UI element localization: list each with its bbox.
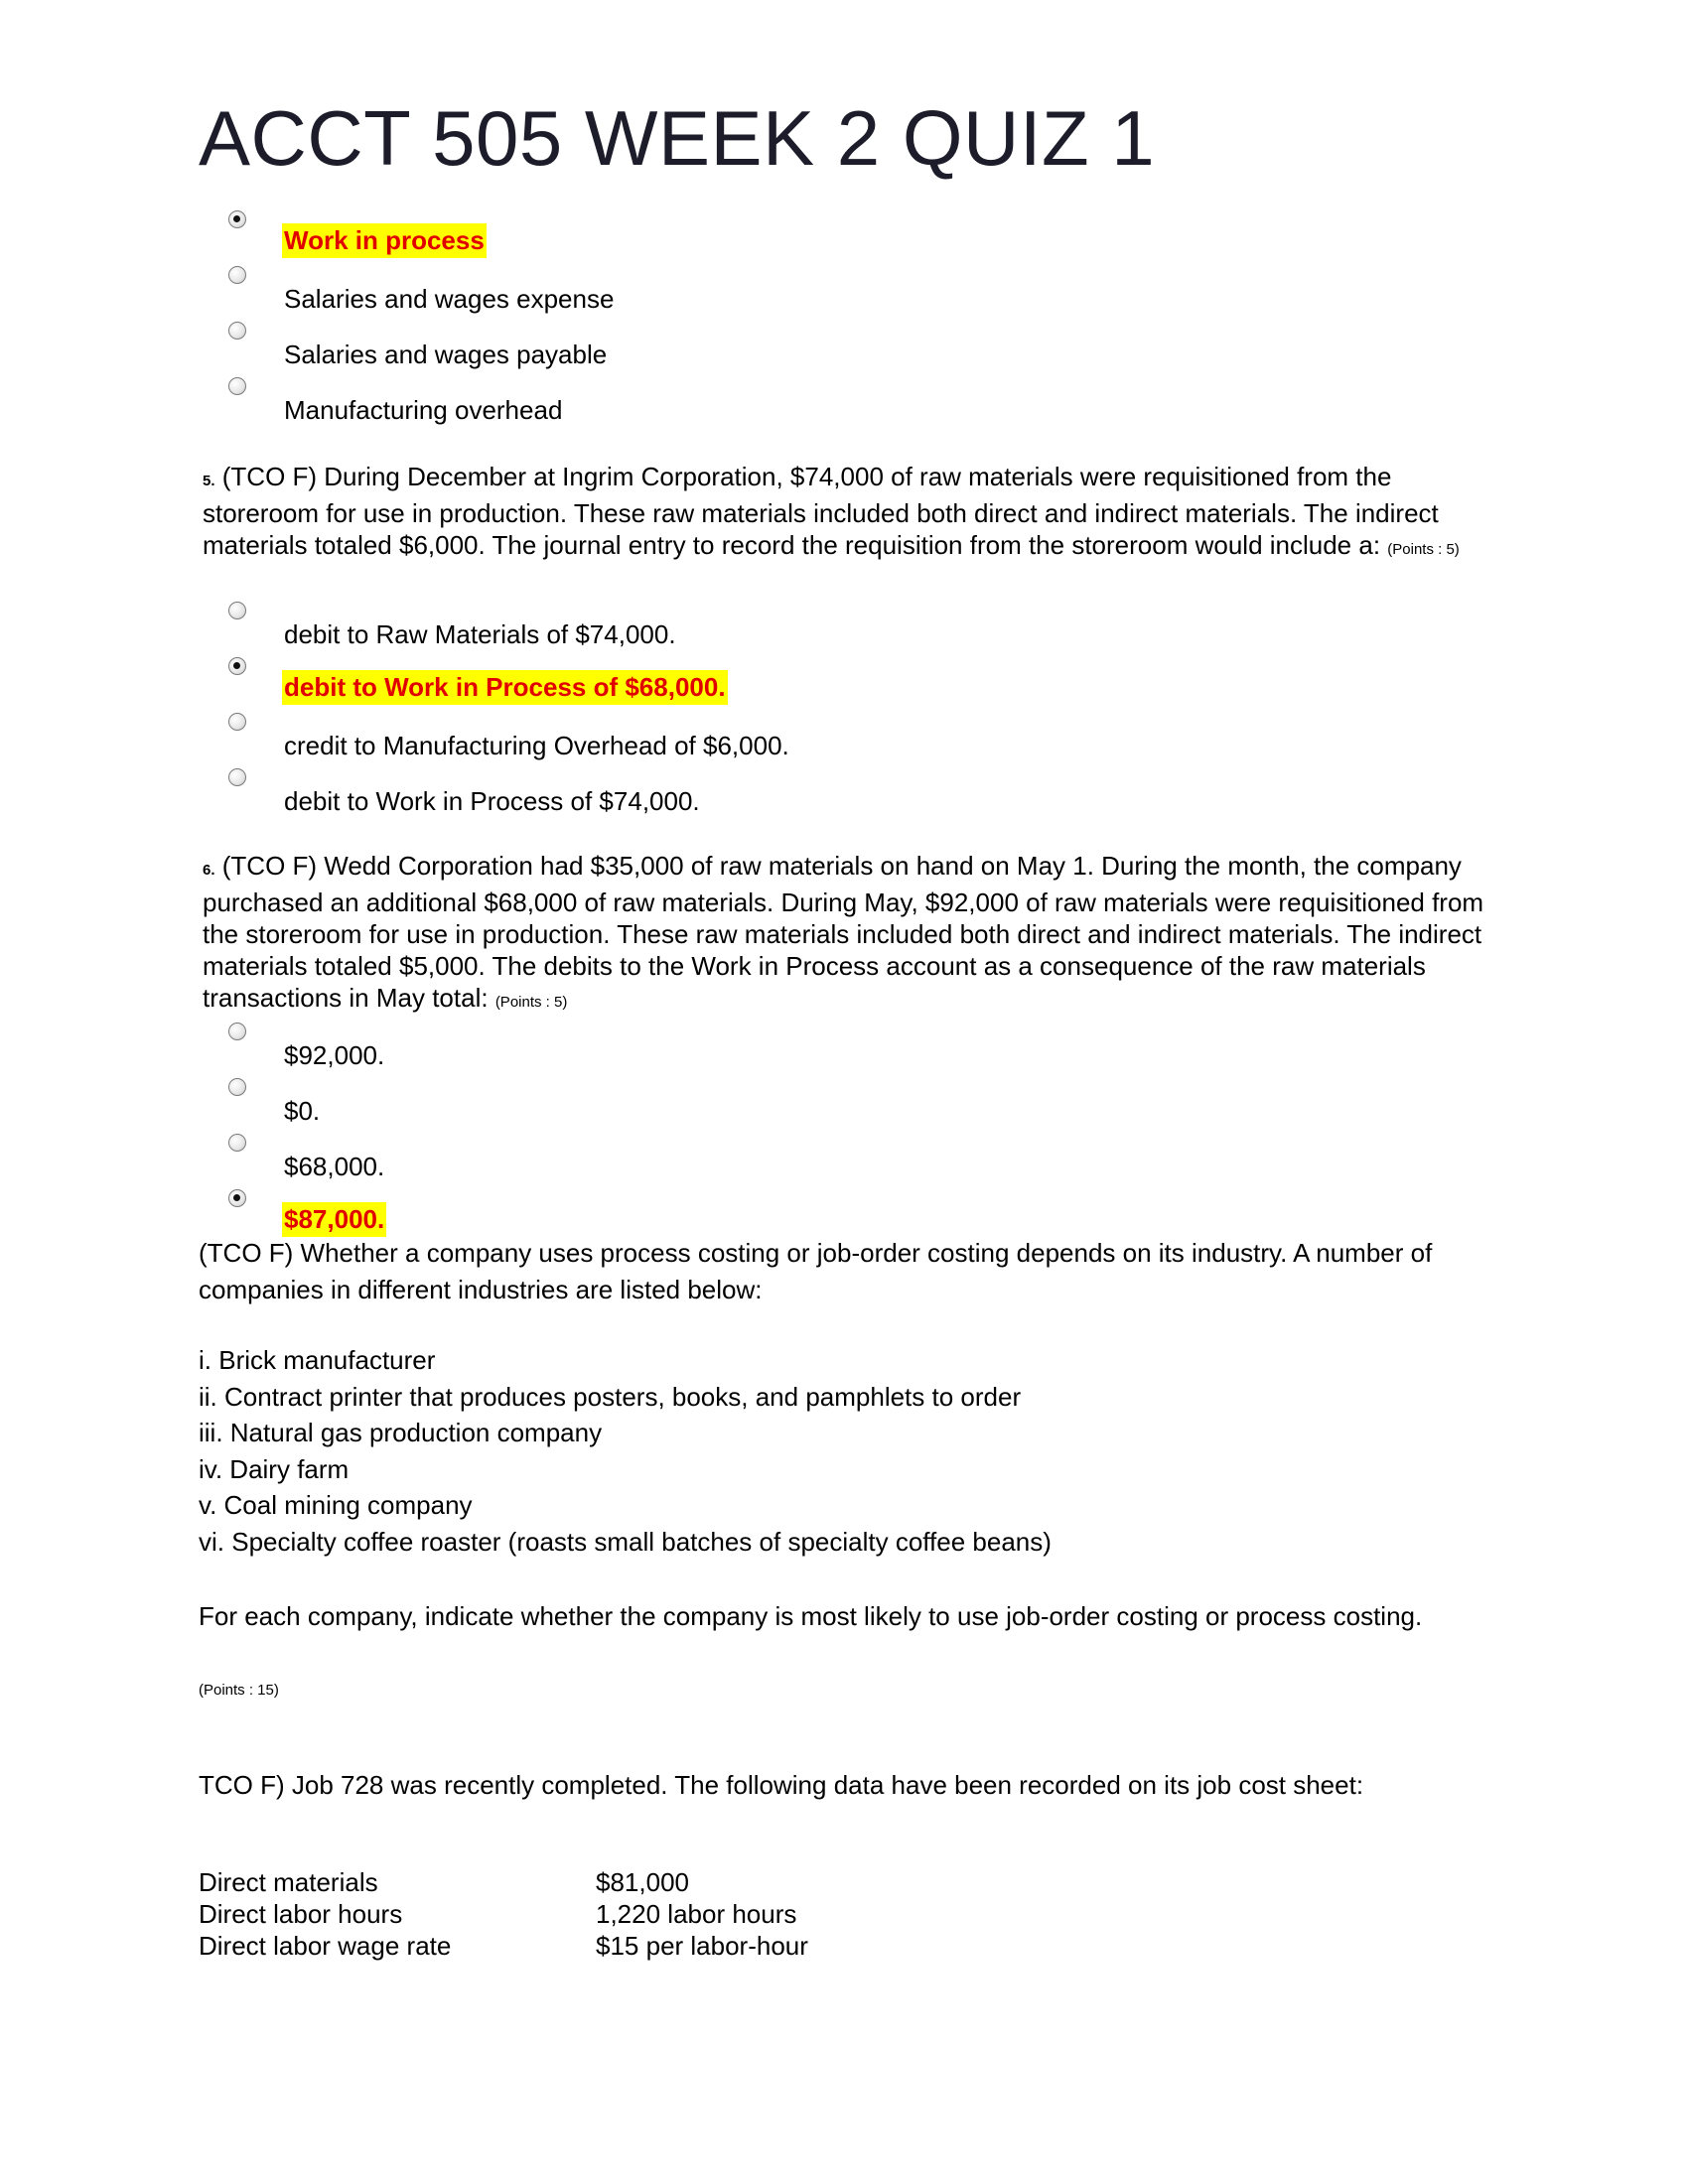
radio-icon[interactable] <box>228 768 246 786</box>
q7-points: (Points : 15) <box>199 1682 279 1699</box>
q4-option-3-label: Salaries and wages payable <box>284 340 608 369</box>
radio-icon[interactable] <box>228 1134 246 1152</box>
row-value: $81,000 <box>596 1867 689 1897</box>
q6-option-3-label: $68,000. <box>284 1152 385 1181</box>
q6-number: 6. <box>203 862 215 879</box>
q7-instruction: For each company, indicate whether the company is most likely to use job-order costing or process costing. <box>199 1601 1423 1631</box>
list-item: i. Brick manufacturer <box>199 1345 436 1375</box>
q5-option-4-label: debit to Work in Process of $74,000. <box>284 786 700 816</box>
radio-selected-icon[interactable] <box>228 1189 246 1207</box>
q5-option-1-label: debit to Raw Materials of $74,000. <box>284 619 676 649</box>
radio-icon[interactable] <box>228 713 246 731</box>
q5-points: (Points : 5) <box>1387 541 1460 558</box>
job-cost-table <box>199 1866 808 1962</box>
q5-option-3-label: credit to Manufacturing Overhead of $6,000. <box>284 731 789 760</box>
q5-question <box>203 461 1493 566</box>
table-row <box>199 1930 808 1962</box>
q5-option-2-label: debit to Work in Process of $68,000. <box>282 670 728 705</box>
row-value: $15 per labor-hour <box>596 1931 808 1961</box>
q6-option-2-label: $0. <box>284 1096 321 1126</box>
list-item: iv. Dairy farm <box>199 1453 350 1484</box>
radio-icon[interactable] <box>228 602 246 619</box>
radio-icon[interactable] <box>228 1023 246 1040</box>
row-label: Direct materials <box>199 1867 378 1897</box>
radio-icon[interactable] <box>228 1078 246 1096</box>
q5-text: (TCO F) During December at Ingrim Corporation, $74,000 of raw materials were requisitioned from the storeroom for use in production. These raw materials included both direct and indirect materials. The indirect materials totaled $6,000. The journal entry to record the requisition from the storeroom would include a: <box>203 462 1439 560</box>
q4-option-4-label: Manufacturing overhead <box>284 395 563 425</box>
table-row <box>199 1866 808 1898</box>
row-label: Direct labor wage rate <box>199 1931 452 1961</box>
radio-selected-icon[interactable] <box>228 210 246 228</box>
q7-company-list <box>199 1342 1052 1560</box>
q6-question <box>203 850 1493 1019</box>
row-label: Direct labor hours <box>199 1899 403 1929</box>
list-item: v. Coal mining company <box>199 1490 473 1520</box>
radio-selected-icon[interactable] <box>228 657 246 675</box>
table-row <box>199 1898 808 1930</box>
list-item: ii. Contract printer that produces posters, books, and pamphlets to order <box>199 1381 1022 1412</box>
radio-icon[interactable] <box>228 377 246 395</box>
list-item: vi. Specialty coffee roaster (roasts small batches of specialty coffee beans) <box>199 1526 1052 1557</box>
q8-intro: TCO F) Job 728 was recently completed. The following data have been recorded on its job cost sheet: <box>199 1770 1364 1800</box>
q6-option-1-label: $92,000. <box>284 1040 385 1070</box>
row-value: 1,220 labor hours <box>596 1899 797 1929</box>
q6-text: (TCO F) Wedd Corporation had $35,000 of raw materials on hand on May 1. During the month, the company purchased an additional $68,000 of raw materials. During May, $92,000 of raw materials were requisitioned from the storeroom for use in production. These raw materials included both direct and indirect materials. The indirect materials totaled $5,000. The debits to the Work in Process account as a consequence of the raw materials transactions in May total: <box>203 851 1484 1013</box>
list-item: iii. Natural gas production company <box>199 1418 603 1447</box>
q4-option-2-label: Salaries and wages expense <box>284 284 615 314</box>
page-title: ACCT 505 WEEK 2 QUIZ 1 <box>199 94 1156 182</box>
q4-option-1-label: Work in process <box>282 223 487 258</box>
radio-icon[interactable] <box>228 266 246 284</box>
q7-intro: (TCO F) Whether a company uses process costing or job-order costing depends on its industry. A number of companies in different industries are listed below: <box>199 1238 1433 1304</box>
q6-option-4-label: $87,000. <box>282 1202 386 1237</box>
radio-icon[interactable] <box>228 322 246 340</box>
q6-points: (Points : 5) <box>494 994 568 1011</box>
q5-number: 5. <box>203 473 215 489</box>
